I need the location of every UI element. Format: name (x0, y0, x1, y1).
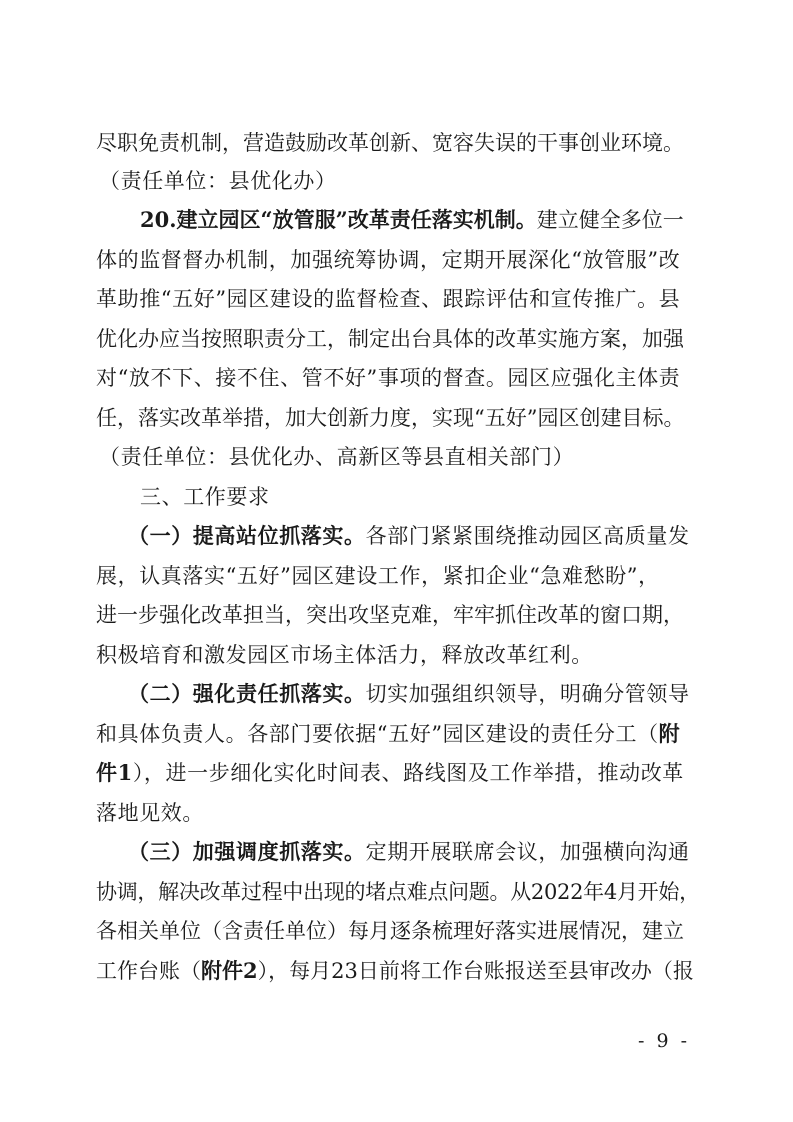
text-line: 尽职免责机制，营造鼓励改革创新、宽容失误的干事创业环境。 (96, 131, 684, 155)
text-line: 各相关单位（含责任单位）每月逐条梳理好落实进展情况，建立 (96, 919, 684, 943)
text-line: 任，落实改革举措，加大创新力度，实现“五好”园区创建目标。 (96, 406, 685, 430)
text-line: 体的监督督办机制，加强统筹协调，定期开展深化“放管服”改 (96, 248, 681, 272)
text-line: 和具体负责人。各部门要依据“五好”园区建设的责任分工（附 (96, 721, 681, 746)
page-number: - 9 - (638, 1030, 691, 1052)
section-20-heading: 20.建立园区“放管服”改革责任落实机制。建立健全多位一 (140, 207, 684, 232)
section-3-heading: 三、工作要求 (140, 485, 270, 509)
subsection-1-heading: （一）提高站位抓落实。各部门紧紧围绕推动园区高质量发 (128, 523, 690, 548)
text-line: （责任单位：县优化办） (99, 169, 337, 193)
subsection-3-heading: （三）加强调度抓落实。定期开展联席会议，加强横向沟通 (128, 839, 690, 864)
subsection-2-heading: （二）强化责任抓落实。切实加强组织领导，明确分管领导 (128, 681, 690, 706)
text-line: 展，认真落实“五好”园区建设工作，紧扣企业“急难愁盼”， (96, 564, 660, 588)
text-line: 优化办应当按照职责分工，制定出台具体的改革实施方案，加强 (96, 327, 684, 351)
text-line: 协调，解决改革过程中出现的堵点难点问题。从2022年4月开始， (96, 880, 700, 904)
text-line: （责任单位：县优化办、高新区等县直相关部门） (99, 445, 575, 469)
text-line: 积极培育和激发园区市场主体活力，释放改革红利。 (96, 643, 593, 667)
text-line: 进一步强化改革担当，突出攻坚克难，牢牢抓住改革的窗口期， (96, 603, 684, 627)
text-line: 工作台账（附件2），每月23日前将工作台账报送至县审改办（报 (96, 958, 694, 983)
text-line: 件1），进一步细化实化时间表、路线图及工作举措，推动改革 (96, 760, 684, 785)
text-line: 落地见效。 (96, 801, 204, 825)
text-line: 对“放不下、接不住、管不好”事项的督查。园区应强化主体责 (96, 366, 681, 390)
text-line: 革助推“五好”园区建设的监督检查、跟踪评估和宣传推广。县 (96, 287, 681, 311)
